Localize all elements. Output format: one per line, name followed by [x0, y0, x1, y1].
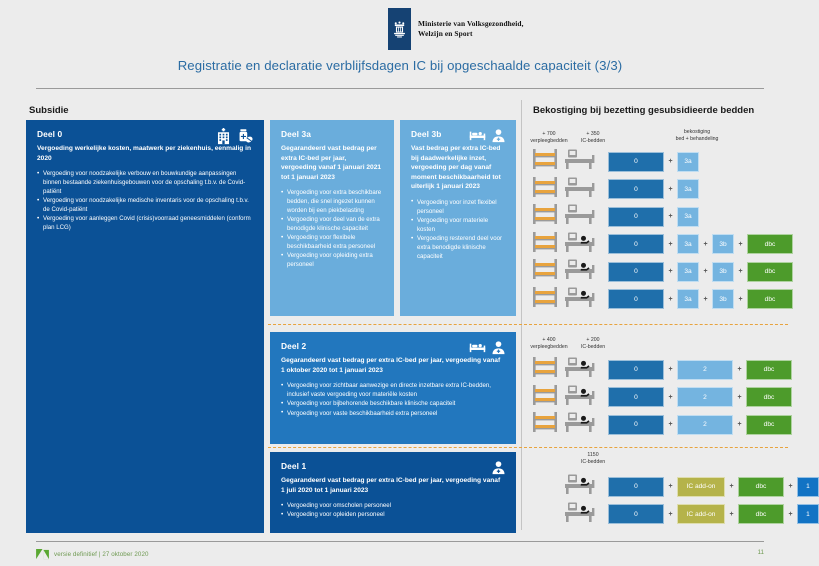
list-item: • Vergoeding voor materiele kosten [411, 217, 505, 235]
plus-symbol: + [668, 240, 673, 248]
panel-deel-1-icons [491, 460, 506, 475]
ic-bed-cell [562, 231, 606, 258]
plus-symbol: + [668, 295, 673, 303]
panel-deel-3a-bullets [281, 189, 383, 270]
table-row [532, 384, 792, 411]
panel-deel-3b-bullets [411, 199, 505, 262]
subsidie-column-heading: Subsidie [29, 105, 69, 116]
panel-deel-3a-title: Deel 3a [281, 129, 312, 139]
funding-box-dbc[interactable]: dbc [747, 234, 793, 254]
ic-bed-occupied-icon [562, 501, 598, 523]
nursing-bed-cell [532, 176, 562, 203]
bed-icon [469, 340, 486, 355]
nursing-bed-cell [532, 148, 562, 175]
panel-deel-0-bullets [37, 170, 253, 233]
ic-bed-cell [562, 203, 606, 230]
panel-deel-0-lead: Vergoeding werkelijke kosten, maatwerk per ziekenhuis, eenmalig in 2020 [37, 145, 252, 162]
table-row [532, 148, 699, 175]
header-divider [36, 88, 764, 89]
ic-bed-occupied-icon [562, 286, 598, 308]
ic-bed-cell [562, 411, 606, 438]
nursing-bed-cell [532, 411, 562, 438]
ic-bed-cell [562, 148, 606, 175]
funding-box-0[interactable]: 0 [608, 289, 664, 309]
funding-box-0[interactable]: 0 [608, 152, 664, 172]
ic-bed-occupied-icon [562, 473, 598, 495]
bed-icon [469, 128, 486, 143]
funding-box-2[interactable]: 2 [677, 387, 733, 407]
plus-symbol: + [668, 158, 673, 165]
table-row [532, 286, 793, 313]
hospital-icon [215, 128, 232, 145]
list-item: • Vergoeding voor noodzakelijke verbouw en bouwkundige aanpassingen binnen bestaande ziekenhuisgebouwen voor de opschaling t.b.v. de Covid-patiënt [37, 170, 253, 196]
funding-box-1[interactable]: 1 [797, 504, 819, 524]
funding-box-dbc[interactable]: dbc [747, 262, 793, 282]
funding-box-0[interactable]: 0 [608, 387, 664, 407]
plus-symbol: + [703, 240, 708, 248]
funding-box-ic-add-on[interactable]: IC add-on [677, 477, 725, 497]
nurse-icon [491, 460, 506, 475]
ic-bed-cell [562, 384, 606, 411]
ic-bed-empty-icon [562, 203, 598, 225]
ic-bed-empty-icon [562, 176, 598, 198]
funding-box-dbc[interactable]: dbc [746, 415, 792, 435]
list-item: • Vergoeding voor vaste beschikbaarheid extra personeel [281, 410, 505, 419]
nursing-bed-cell [532, 203, 562, 230]
ic-bed-cell [562, 356, 606, 383]
ministry-name [418, 8, 524, 38]
funding-box-0[interactable]: 0 [608, 360, 664, 380]
funding-box-3b[interactable]: 3b [712, 262, 734, 282]
panel-deel-3b-icons [469, 128, 506, 143]
diagram-caption: 1150 IC-bedden [580, 452, 606, 465]
ic-bed-cell [562, 176, 606, 203]
plus-symbol: + [703, 295, 708, 303]
panel-deel-2-icons [469, 340, 506, 355]
ministry-logo [388, 8, 524, 50]
funding-box-0[interactable]: 0 [608, 234, 664, 254]
ic-bed-cell [562, 473, 606, 500]
nursing-bed-icon [532, 148, 558, 170]
list-item: • Vergoeding voor aanleggen Covid (crisis)voorraad geneesmiddelen (conform plan LCG) [37, 215, 253, 233]
list-item: • Vergoeding voor bijbehorende beschikbare klinische capaciteit [281, 400, 505, 409]
nursing-bed-icon [532, 411, 558, 433]
funding-box-0[interactable]: 0 [608, 415, 664, 435]
plus-symbol: + [737, 421, 742, 428]
funding-box-2[interactable]: 2 [677, 360, 733, 380]
diagram-caption: + 400 verpleegbedden [530, 337, 568, 350]
logo-bar [388, 8, 411, 50]
funding-box-dbc[interactable]: dbc [746, 387, 792, 407]
plus-symbol: + [703, 268, 708, 275]
list-item: • Vergoeding voor omscholen personeel [281, 502, 505, 511]
nursing-bed-icon [532, 231, 558, 253]
ic-bed-occupied-icon [562, 384, 598, 406]
nurse-icon [491, 128, 506, 143]
nursing-bed-cell [532, 356, 562, 383]
funding-box-0[interactable]: 0 [608, 179, 664, 199]
column-divider [521, 100, 522, 530]
funding-box-1[interactable]: 1 [797, 477, 819, 497]
funding-box-dbc[interactable]: dbc [738, 477, 784, 497]
plus-symbol: + [738, 240, 743, 248]
panel-deel-3b[interactable] [400, 120, 516, 316]
plus-symbol: + [788, 483, 793, 490]
nursing-bed-cell [532, 286, 562, 313]
list-item: • Vergoeding voor deel van de extra benodigde klinische capaciteit [281, 216, 383, 234]
ic-bed-occupied-icon [562, 258, 598, 280]
panel-deel-0[interactable] [26, 120, 264, 533]
ic-bed-cell [562, 501, 606, 528]
footer-divider [36, 541, 764, 542]
ic-bed-occupied-icon [562, 411, 598, 433]
table-row [532, 258, 793, 285]
ic-bed-occupied-icon [562, 356, 598, 378]
panel-deel-2-bullets [281, 382, 505, 418]
panel-deel-1[interactable] [270, 452, 516, 533]
panel-deel-1-title: Deel 1 [281, 461, 307, 471]
plus-symbol: + [737, 366, 742, 373]
panel-deel-2-title: Deel 2 [281, 341, 307, 351]
page-title: Registratie en declaratie verblijfsdagen IC bij opgeschaalde capaciteit (3/3) [177, 58, 623, 73]
plus-symbol: + [668, 510, 673, 518]
diagram-caption: + 350 IC-bedden [580, 131, 606, 144]
funding-box-dbc[interactable]: dbc [746, 360, 792, 380]
table-row [532, 356, 792, 383]
plus-symbol: + [729, 483, 734, 490]
plus-symbol: + [729, 510, 734, 518]
list-item: • Vergoeding voor opleiding extra personeel [281, 252, 383, 270]
plus-symbol: + [668, 366, 673, 373]
funding-box-3b[interactable]: 3b [712, 234, 734, 254]
panel-deel-0-title: Deel 0 [37, 129, 63, 139]
funding-box-3a[interactable]: 3a [677, 262, 699, 282]
funding-box-3a[interactable]: 3a [677, 289, 699, 309]
nursing-bed-icon [532, 286, 558, 308]
funding-box-3a[interactable]: 3a [677, 152, 699, 172]
plus-symbol: + [668, 268, 673, 275]
funding-box-0[interactable]: 0 [608, 504, 664, 524]
panel-deel-3b-lead: Vast bedrag per extra IC-bed bij daadwerkelijke inzet, vergoeding per dag vanaf moment beschikbaarheid tot uiterlijk 1 januari 2023 [411, 145, 501, 191]
list-item: • Vergoeding voor flexibele beschikbaarheid extra personeel [281, 234, 383, 252]
panel-deel-2[interactable] [270, 332, 516, 444]
footer-version-text: versie definitief | 27 oktober 2020 [54, 551, 149, 558]
nursing-bed-icon [532, 203, 558, 225]
nursing-bed-icon [532, 384, 558, 406]
nursing-bed-cell [532, 258, 562, 285]
funding-box-dbc[interactable]: dbc [747, 289, 793, 309]
plus-symbol: + [668, 393, 673, 401]
diagram-caption: + 700 verpleegbedden [530, 131, 568, 144]
funding-box-3a[interactable]: 3a [677, 234, 699, 254]
funding-box-0[interactable]: 0 [608, 207, 664, 227]
section-divider-top [268, 324, 788, 325]
funding-box-3a[interactable]: 3a [677, 179, 699, 199]
plus-symbol: + [668, 483, 673, 490]
vws-mark-icon [36, 549, 49, 560]
funding-box-dbc[interactable]: dbc [738, 504, 784, 524]
nursing-bed-icon [532, 258, 558, 280]
ic-bed-empty-icon [562, 148, 598, 170]
list-item: • Vergoeding voor noodzakelijke medische inventaris voor de opschaling t.b.v. de Covid-patiënt [37, 197, 253, 215]
panel-deel-3a[interactable] [270, 120, 394, 316]
panel-deel-3a-lead: Gegarandeerd vast bedrag per extra IC-bed per jaar, vergoeding vanaf 1 januari 2021 tot 1 januari 2023 [281, 145, 382, 181]
section-divider-bottom [268, 447, 788, 448]
plus-symbol: + [738, 268, 743, 275]
panel-deel-2-lead: Gegarandeerd vast bedrag per extra IC-bed per jaar, vergoeding vanaf 1 oktober 2020 tot 1 januari 2023 [281, 357, 501, 374]
list-item: • Vergoeding voor inzet flexibel personeel [411, 199, 505, 217]
nursing-bed-cell [532, 384, 562, 411]
panel-deel-3b-title: Deel 3b [411, 129, 442, 139]
panel-deel-0-icons [215, 128, 254, 145]
diagram-caption: + 200 IC-bedden [580, 337, 606, 350]
plus-symbol: + [668, 213, 673, 220]
table-row [532, 231, 793, 258]
plus-symbol: + [738, 295, 743, 303]
table-row [532, 411, 792, 438]
ic-bed-cell [562, 258, 606, 285]
list-item: • Vergoeding voor opleiden personeel [281, 511, 505, 520]
nursing-bed-icon [532, 176, 558, 198]
funding-box-3a[interactable]: 3a [677, 207, 699, 227]
funding-box-0[interactable]: 0 [608, 262, 664, 282]
ministry-line-2: Welzijn en Sport [418, 28, 473, 38]
nursing-bed-icon [532, 356, 558, 378]
ministry-line-1: Ministerie van Volksgezondheid, [418, 19, 524, 28]
diagram-caption: bekostiging bed + behandeling [675, 129, 719, 142]
table-row [532, 203, 699, 230]
funding-box-3b[interactable]: 3b [712, 289, 734, 309]
list-item: • Vergoeding voor extra beschikbare bedden, die snel ingezet kunnen worden bij een piekbelasting [281, 189, 383, 215]
list-item: • Vergoeding voor zichtbaar aanwezige en directe inzetbare extra IC-bedden, inclusief vaste vergoeding voor materiële kosten [281, 382, 505, 400]
panel-deel-1-lead: Gegarandeerd vast bedrag per extra IC-bed per jaar, vergoeding vanaf 1 juli 2020 tot 1 januari 2023 [281, 477, 501, 494]
page-number: 11 [757, 549, 764, 556]
ic-bed-cell [562, 286, 606, 313]
funding-box-ic-add-on[interactable]: IC add-on [677, 504, 725, 524]
nurse-icon [491, 340, 506, 355]
crown-crest-icon [392, 21, 407, 38]
table-row [532, 501, 819, 528]
funding-box-2[interactable]: 2 [677, 415, 733, 435]
plus-symbol: + [737, 393, 742, 401]
footer [36, 549, 149, 560]
nursing-bed-cell [532, 231, 562, 258]
table-row [532, 176, 699, 203]
table-row [532, 473, 819, 500]
list-item: • Vergoeding resterend deel voor extra benodigde klinische capaciteit [411, 235, 505, 261]
bekostiging-column-heading: Bekostiging bij bezetting gesubsidieerde bedden [533, 105, 755, 116]
plus-symbol: + [788, 510, 793, 518]
plus-symbol: + [668, 421, 673, 428]
ic-bed-occupied-icon [562, 231, 598, 253]
funding-box-0[interactable]: 0 [608, 477, 664, 497]
plus-symbol: + [668, 185, 673, 193]
medicine-icon [237, 128, 254, 145]
panel-deel-1-bullets [281, 502, 505, 520]
